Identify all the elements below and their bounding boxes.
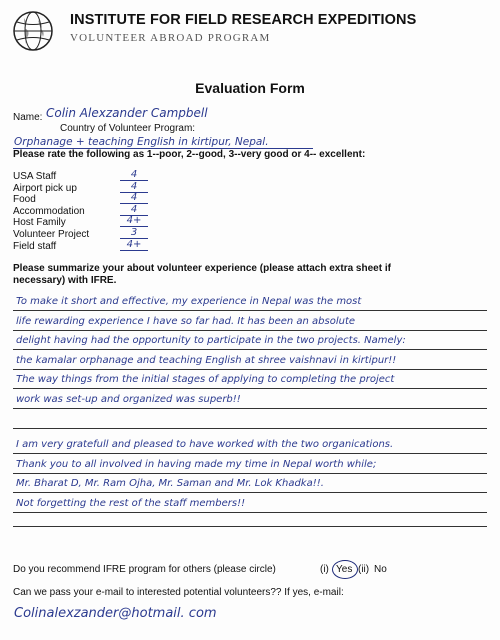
essay-underline bbox=[13, 349, 487, 350]
summary-prompt-line1: Please summarize your about volunteer experience (please attach extra sheet if bbox=[13, 263, 391, 274]
essay-line: To make it short and effective, my experience in Nepal was the most bbox=[16, 296, 362, 307]
rating-value[interactable]: 4 bbox=[120, 204, 148, 216]
recommend-no[interactable]: No bbox=[374, 564, 387, 575]
essay-line: Not forgetting the rest of the staff members!! bbox=[16, 498, 246, 509]
recommend-question: Do you recommend IFRE program for others (please circle) bbox=[13, 564, 276, 575]
recommend-yes[interactable]: Yes bbox=[336, 564, 353, 575]
name-value: Colin Alexzander Campbell bbox=[46, 106, 208, 120]
yes-circle-mark bbox=[332, 560, 358, 579]
country-label: Country of Volunteer Program: bbox=[60, 123, 196, 134]
org-name: INSTITUTE FOR FIELD RESEARCH EXPEDITIONS bbox=[70, 12, 417, 28]
essay-underline bbox=[13, 492, 487, 493]
rating-instructions: Please rate the following as 1--poor, 2--good, 3--very good or 4-- excellent: bbox=[13, 149, 366, 160]
essay-underline bbox=[13, 388, 487, 389]
essay-line: the kamalar orphanage and teaching English at shree vaishnavi in kirtipur!! bbox=[16, 354, 397, 366]
summary-prompt-line2: necessary) with IFRE. bbox=[13, 275, 117, 286]
rating-label: Field staff bbox=[13, 240, 57, 252]
recommend-option-i: (i) bbox=[320, 564, 329, 575]
essay-underline bbox=[13, 369, 487, 370]
essay-underline bbox=[13, 526, 487, 527]
essay-line: I am very gratefull and pleased to have worked with the two organications. bbox=[16, 439, 394, 451]
program-name: VOLUNTEER ABROAD PROGRAM bbox=[70, 32, 271, 44]
rating-label: Volunteer Project bbox=[13, 229, 90, 240]
essay-underline bbox=[13, 473, 487, 474]
essay-line: life rewarding experience I have so far had. It has been an absolute bbox=[16, 315, 356, 327]
rating-value[interactable]: 4 bbox=[120, 181, 148, 193]
globe-logo-icon bbox=[12, 10, 54, 52]
essay-line: work was set-up and organized was superb!! bbox=[16, 394, 241, 405]
name-label: Name: bbox=[13, 112, 43, 123]
country-value: Orphanage + teaching English in kirtipur, Nepal. bbox=[14, 136, 269, 148]
essay-underline bbox=[13, 310, 487, 311]
rating-label: Airport pick up bbox=[13, 182, 77, 194]
rating-value[interactable]: 4+ bbox=[120, 215, 148, 227]
essay-underline bbox=[13, 408, 487, 409]
essay-underline bbox=[13, 330, 487, 331]
essay-underline bbox=[13, 453, 487, 454]
rating-label: Accommodation bbox=[13, 205, 85, 217]
email-value: Colinalexzander@hotmail. com bbox=[14, 606, 217, 621]
rating-value[interactable]: 4+ bbox=[120, 239, 148, 251]
rating-label: Host Family bbox=[13, 217, 66, 229]
essay-line: Mr. Bharat D, Mr. Ram Ojha, Mr. Saman and Mr. Lok Khadka!!. bbox=[16, 478, 324, 490]
email-question: Can we pass your e-mail to interested potential volunteers?? If yes, e-mail: bbox=[13, 587, 344, 598]
rating-value[interactable]: 3 bbox=[120, 227, 148, 239]
essay-underline bbox=[13, 512, 487, 513]
rating-label: USA Staff bbox=[13, 171, 57, 182]
essay-line: Thank you to all involved in having made my time in Nepal worth while; bbox=[16, 458, 377, 470]
form-title: Evaluation Form bbox=[195, 80, 305, 96]
rating-value[interactable]: 4 bbox=[120, 192, 148, 204]
recommend-option-ii: (ii) bbox=[358, 564, 370, 575]
essay-line: The way things from the initial stages of applying to completing the project bbox=[16, 374, 395, 386]
essay-line: delight having had the opportunity to participate in the two projects. Namely: bbox=[16, 335, 406, 347]
rating-label: Food bbox=[13, 194, 36, 206]
essay-underline bbox=[13, 428, 487, 429]
rating-value[interactable]: 4 bbox=[120, 169, 148, 181]
